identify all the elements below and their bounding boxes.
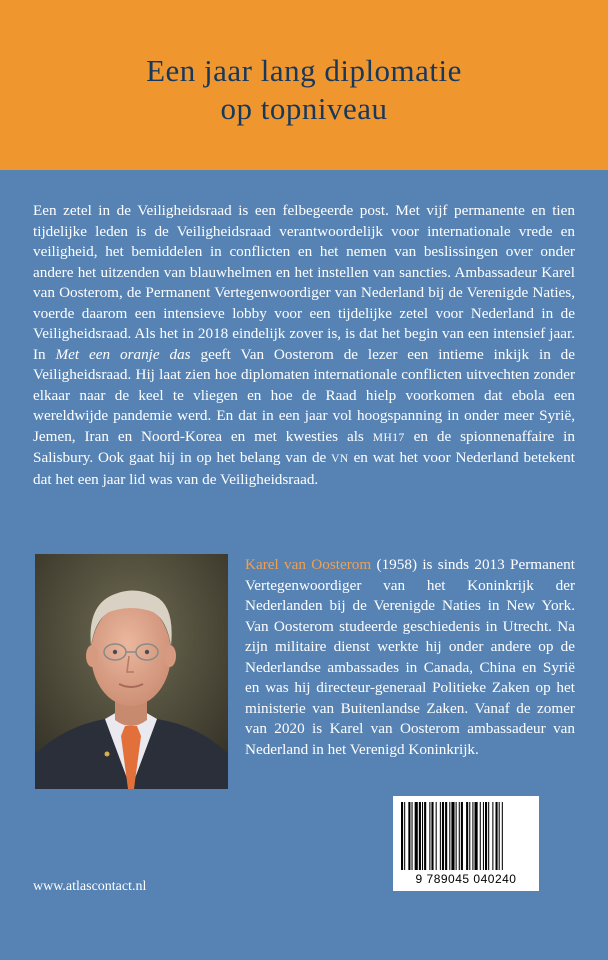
barcode-bar	[488, 802, 489, 870]
barcode-bar	[442, 802, 444, 870]
title-line-1: Een jaar lang diplomatie	[146, 53, 462, 88]
barcode-bar	[472, 802, 473, 870]
barcode-bar	[456, 802, 457, 870]
barcode-bar	[466, 802, 468, 870]
barcode-bar	[475, 802, 478, 870]
barcode-bar	[492, 802, 493, 870]
barcode-bar	[436, 802, 437, 870]
barcode-bar	[419, 802, 421, 870]
barcode-bar	[449, 802, 450, 870]
blurb-text: Een zetel in de Veiligheidsraad is een felbegeerde post. Met vijf permanente en tien tijdelijke leden is de Veiligheidsraad verantwoordelijk voor internationale vrede en veiligheid, het bemiddelen in conflicten en het nemen van beslissingen over onder andere het uitzenden van blauwhelmen en het instellen van sancties. Ambassadeur Karel van Oosterom, de Permanent Vertegenwoordiger van Nederland bij de Verenigde Naties, voerde daarom een intensieve lobby voor een tijdelijke zetel voor Nederland in de Veiligheidsraad. Als het in 2018 eindelijk zover is, is dat het begin van een intensief jaar. In	[33, 202, 575, 363]
author-bio-text: (1958) is sinds 2013 Permanent Vertegenwoordiger van het Koninkrijk der Nederlanden bij de Verenigde Naties in New York. Van Oosterom studeerde geschiedenis in Utrecht. Na zijn militaire dienst werkte hij onder andere op de Nederlandse ambassades in Canada, China en Syrië en was hij directeur-generaal Politieke Zaken op het ministerie van Buitenlandse Zaken. Vanaf de zomer van 2020 is Karel van Oosterom ambassadeur van Nederland in het Verenigd Koninkrijk.	[245, 556, 575, 758]
author-name: Karel van Oosterom	[245, 556, 372, 573]
barcode-bar	[502, 802, 503, 870]
blurb-abbr-mh17: MH17	[372, 431, 405, 444]
book-title	[0, 52, 608, 128]
isbn-number: 9 789045 040240	[415, 872, 517, 886]
barcode-bar	[408, 802, 410, 870]
barcode-bar	[485, 802, 487, 870]
barcode-bar	[415, 802, 418, 870]
barcode-bar	[451, 802, 454, 870]
barcode-bar	[445, 802, 447, 870]
barcode-bar	[440, 802, 441, 870]
blurb-abbr-vn: VN	[331, 453, 349, 465]
barcode-bar	[480, 802, 481, 870]
barcode-bar	[429, 802, 430, 870]
blurb-text: geeft Van Oosterom de lezer een intieme inkijk in de Veiligheidsraad. Hij laat zien hoe diplomaten internationale conflicten uitvechten zonder elkaar naar de keel te vliegen en hoe de Raad hielp voorkomen dat ebola een wereldwijde pandemie werd. En dat in een jaar vol hoogspanning in onder meer Syrië, Jemen, Iran en Noord-Korea en met kwesties als	[33, 345, 576, 445]
barcode-bar	[422, 802, 423, 870]
author-photo	[35, 554, 228, 789]
barcode-bar	[496, 802, 498, 870]
blurb-text: en wat het voor Nederland betekent dat het een jaar lid was van de Veiligheidsraad.	[33, 449, 575, 488]
author-bio	[245, 555, 575, 760]
barcode-bar	[469, 802, 470, 870]
blurb-text: en de spionnenaffaire in Salisbury. Ook gaat hij in op het belang van de	[33, 427, 575, 466]
barcode-bar	[401, 802, 403, 870]
barcode-bar	[499, 802, 500, 870]
blurb-paragraph	[33, 201, 575, 490]
barcode-bar	[459, 802, 460, 870]
blurb-book-title: Met een oranje das	[55, 345, 191, 363]
barcode-bar	[461, 802, 463, 870]
barcode	[393, 796, 539, 891]
barcode-bar	[483, 802, 484, 870]
barcode-bar	[412, 802, 413, 870]
barcode-bar	[404, 802, 405, 870]
barcode-bar	[431, 802, 433, 870]
title-line-2: op topniveau	[220, 91, 388, 126]
barcode-bar	[424, 802, 426, 870]
header-band	[0, 0, 608, 170]
publisher-website[interactable]: www.atlascontact.nl	[33, 879, 147, 894]
